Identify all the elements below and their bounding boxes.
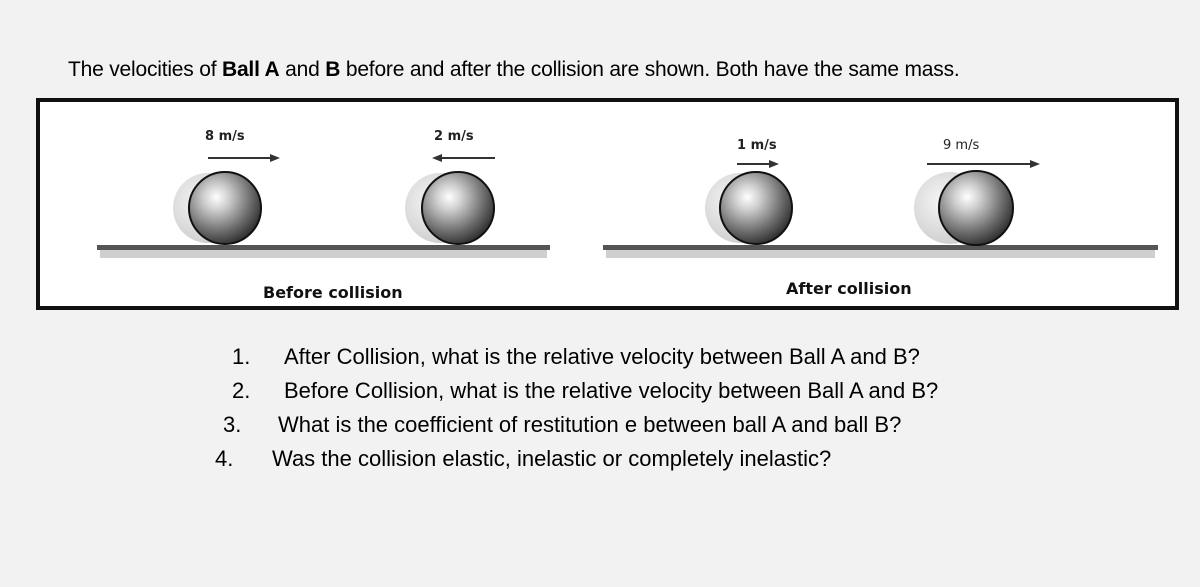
before-ball-b-velocity-arrow xyxy=(432,154,495,162)
question-2-number: 2. xyxy=(232,378,251,403)
after-collision-caption: After collision xyxy=(786,279,912,298)
question-2-text: Before Collision, what is the relative velocity between Ball A and B? xyxy=(284,378,939,403)
ball-b-label: B xyxy=(325,58,341,81)
statement-prefix: The velocities of xyxy=(68,58,222,81)
question-3-text: What is the coefficient of restitution e between ball A and ball B? xyxy=(278,412,902,437)
question-1-number: 1. xyxy=(232,344,251,369)
after-ball-a-velocity-arrow xyxy=(737,160,779,168)
after-ball-b xyxy=(914,171,1013,245)
after-ball-a-velocity-label: 1 m/s xyxy=(737,138,777,153)
before-ball-b-sphere xyxy=(422,172,494,244)
question-1 xyxy=(222,343,1032,370)
question-4-text: Was the collision elastic, inelastic or completely inelastic? xyxy=(272,446,832,471)
ball-a-label: Ball A xyxy=(221,58,280,81)
question-3-number: 3. xyxy=(223,412,242,437)
before-ball-a xyxy=(173,172,261,244)
before-ball-a-sphere xyxy=(189,172,261,244)
before-ball-b xyxy=(405,172,494,244)
question-4 xyxy=(215,445,1032,472)
after-ball-b-velocity-arrow xyxy=(927,160,1040,168)
after-ball-b-sphere xyxy=(939,171,1013,245)
statement-and: and xyxy=(279,58,326,81)
question-4-number: 4. xyxy=(215,446,234,471)
before-ground-shadow xyxy=(100,250,547,258)
statement-suffix: before and after the collision are shown. Both have the same mass. xyxy=(340,58,960,81)
before-ball-b-velocity-label: 2 m/s xyxy=(434,129,474,144)
problem-statement xyxy=(68,58,960,82)
before-collision-caption: Before collision xyxy=(263,283,403,302)
question-3 xyxy=(222,411,1032,438)
before-ball-a-velocity-label: 8 m/s xyxy=(205,129,245,144)
question-list xyxy=(215,343,1032,479)
collision-figure xyxy=(36,98,1179,310)
before-ground xyxy=(97,245,550,250)
after-ground-shadow xyxy=(606,250,1155,258)
before-ball-a-velocity-arrow xyxy=(208,154,280,162)
after-ball-a xyxy=(705,172,792,244)
after-ball-a-sphere xyxy=(720,172,792,244)
after-ball-b-velocity-label: 9 m/s xyxy=(943,138,980,153)
question-1-text: After Collision, what is the relative velocity between Ball A and B? xyxy=(284,344,920,369)
after-ground xyxy=(603,245,1158,250)
question-2 xyxy=(222,377,1032,404)
